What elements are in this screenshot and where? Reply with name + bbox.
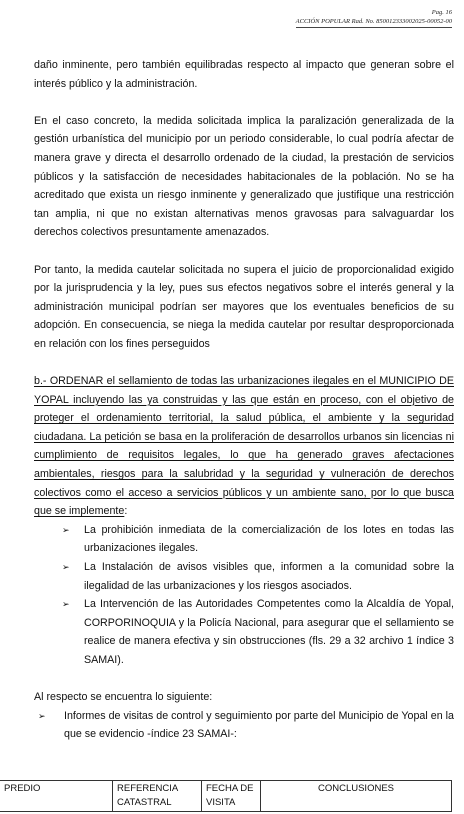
document-body (34, 56, 454, 744)
arrowhead-bullet-icon: ➢ (62, 599, 70, 610)
table-header-row (0, 781, 452, 812)
page-header (296, 8, 452, 28)
order-colon: : (124, 505, 128, 518)
list-item (62, 595, 454, 669)
order-measures-list (34, 521, 454, 670)
case-reference: ACCIÓN POPULAR Rad. No. 850012333002025-00052-00 (296, 17, 452, 28)
list-item-text: La Instalación de avisos visibles que, informen a la comunidad sobre la ilegalidad de las urbanizaciones y los riesgos asociados. (84, 561, 454, 592)
header-fecha-de-visita: FECHA DE VISITA (202, 781, 261, 812)
paragraph-3: Por tanto, la medida cautelar solicitada no supera el juicio de proporcionalidad exigido por la jurisprudencia y la ley, pues sus efectos negativos sobre el interés general y la administración municipal podrían ser mayores que los eventuales beneficios de su adopción. En consecuencia, se niega la medida cautelar por resultar desproporcionada en relación con los fines perseguidos (34, 263, 454, 350)
findings-item-text: Informes de visitas de control y seguimiento por parte del Municipio de Yopal en la que se evidencio -índice 23 SAMAI-: (64, 709, 454, 741)
arrowhead-bullet-icon: ➢ (38, 710, 46, 721)
findings-intro: Al respecto se encuentra lo siguiente: (34, 691, 213, 704)
visits-table (0, 780, 452, 812)
paragraph-4 (34, 372, 454, 521)
header-conclusiones: CONCLUSIONES (261, 781, 452, 812)
list-item-text: La prohibición inmediata de la comercialización de los lotes en todas las urbanizaciones ilegales. (84, 523, 454, 555)
list-item-text: La Intervención de las Autoridades Competentes como la Alcaldía de Yopal, CORPORINOQUIA y la Policía Nacional, para asegurar que el sellamiento se realice de manera efectiva y sin obstrucciones (fls. 29 a 32 archivo 1 índice 3 SAMAI). (84, 598, 454, 666)
page-number: Pag. 16 (431, 9, 452, 16)
header-referencia-catastral: REFERENCIA CATASTRAL (113, 781, 202, 812)
paragraph-2: En el caso concreto, la medida solicitada implica la paralización generalizada de la gestión urbanística del municipio por un periodo considerable, lo cual podría afectar de manera grave y directa el desarrollo ordenado de la ciudad, la prestación de servicios públicos y la satisfacción de necesidades habitacionales de la población. No se ha acreditado que exista un riesgo inminente y generalizado que justifique una restricción tan amplia, ni que no existan alternativas menos gravosas para salvaguardar los derechos colectivos presuntamente amenazados. (34, 114, 454, 239)
list-item (62, 521, 454, 558)
list-item (62, 558, 454, 595)
arrowhead-bullet-icon: ➢ (62, 562, 70, 573)
paragraph-1: daño inminente, pero también equilibradas respecto al impacto que generan sobre el interés público y la administración. (34, 59, 454, 90)
header-predio: PREDIO (0, 781, 113, 812)
arrowhead-bullet-icon: ➢ (62, 524, 70, 535)
order-underlined-text: b.- ORDENAR el sellamiento de todas las urbanizaciones ilegales en el MUNICIPIO DE YOPAL incluyendo las ya construidas y las que están en proceso, con el objetivo de proteger el ordenamiento territorial, la salud pública, el ambiente y la seguridad ciudadana. La petición se basa en la proliferación de desarrollos urbanos sin licencias ni cumplimiento de requisitos legales, lo que ha generado graves afectaciones ambientales, riesgos para la salubridad y la seguridad y vulneración de derechos colectivos como el acceso a servicios públicos y un ambiente sano, por lo que busca que se implemente (34, 375, 454, 518)
findings-item (34, 707, 454, 744)
